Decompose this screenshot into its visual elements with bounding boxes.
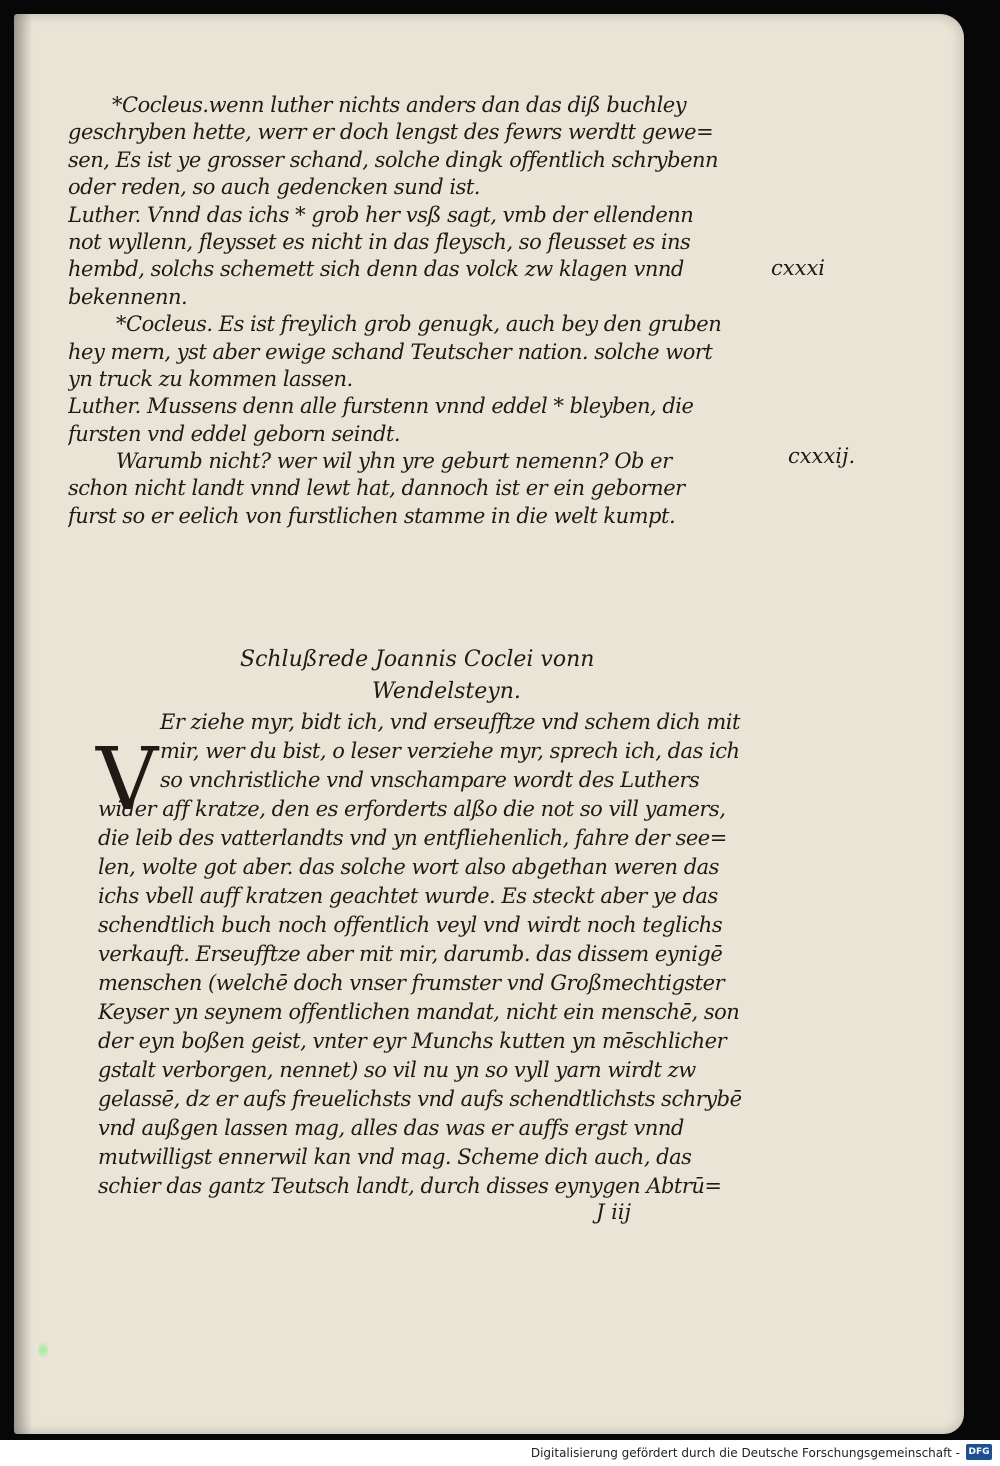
text-line: fursten vnd eddel geborn seindt. [68,421,401,446]
text-line: geschryben hette, werr er doch lengst des fewrs werdtt gewe= [68,120,714,145]
main-text-block [98,708,788,1201]
text-line: hey mern, yst aber ewige schand Teutscher nation. solche wort [68,339,713,364]
text-line: menschen (welchē doch vnser frumster vnd Großmechtigster [98,971,725,995]
text-line: oder reden, so auch gedencken sund ist. [68,175,480,200]
heading-line: Wendelsteyn. [372,679,521,704]
text-line: hembd, solchs schemett sich denn das volck zw klagen vnnd [68,257,684,282]
top-text-block [68,92,788,530]
heading-line: Schlußrede Joannis Coclei vonn [240,647,595,672]
text-line: Er ziehe myr, bidt ich, vnd erseufftze vnd schem dich mit [160,710,740,734]
text-line: *Cocleus. Es ist freylich grob genugk, auch bey den gruben [116,312,722,337]
text-line: mutwilligst ennerwil kan vnd mag. Scheme dich auch, das [98,1145,692,1169]
dfg-logo-icon: DFG [966,1444,992,1460]
page-gutter-shadow [14,14,32,1434]
text-line: gelassē, dz er aufs freuelichsts vnd aufs schendtlichsts schrybē [98,1087,742,1111]
text-line: der eyn boßen geist, vnter eyr Munchs kutten yn mēschlicher [98,1029,727,1053]
scan-artifact-spot [38,1342,48,1358]
text-line: wider aff kratze, den es erforderts alßo die not so vill yamers, [98,797,726,821]
drop-cap-initial: V [96,730,159,830]
margin-note: cxxxij. [788,444,856,468]
text-line: schendtlich buch noch offentlich veyl vnd wirdt noch teglichs [98,913,723,937]
text-line: verkauft. Erseufftze aber mit mir, darumb. das dissem eynigē [98,942,723,966]
text-line: schier das gantz Teutsch landt, durch disses eynygen Abtrū= [98,1174,722,1198]
text-line: bekennenn. [68,284,188,309]
text-line: so vnchristliche vnd vnschampare wordt des Luthers [160,768,700,792]
margin-note: cxxxi [771,256,826,280]
text-line: schon nicht landt vnnd lewt hat, dannoch ist er ein geborner [68,476,685,501]
text-line: mir, wer du bist, o leser verziehe myr, sprech ich, das ich [160,739,740,763]
text-line: len, wolte got aber. das solche wort also abgethan weren das [98,855,719,879]
text-line: yn truck zu kommen lassen. [68,366,353,391]
text-line: gstalt verborgen, nennet) so vil nu yn so vyll yarn wirdt zw [98,1058,696,1082]
text-line: not wyllenn, fleysset es nicht in das fleysch, so fleusset es ins [68,229,691,254]
text-line: ichs vbell auff kratzen geachtet wurde. Es steckt aber ye das [98,884,718,908]
text-line: Luther. Vnnd das ichs * grob her vsß sagt, vmb der ellendenn [68,202,694,227]
text-line: die leib des vatterlandts vnd yn entfliehenlich, fahre der see= [98,826,727,850]
text-line: furst so er eelich von furstlichen stamme in die welt kumpt. [68,503,676,528]
section-heading [240,644,660,708]
text-line: sen, Es ist ye grosser schand, solche dingk offentlich schrybenn [68,147,719,172]
funding-credit: Digitalisierung gefördert durch die Deutsche Forschungsgemeinschaft - [530,1446,960,1460]
signature-mark: J iij [596,1200,632,1224]
text-line: *Cocleus.wenn luther nichts anders dan das diß buchley [112,93,687,117]
text-line: Luther. Mussens denn alle furstenn vnnd eddel * bleyben, die [68,394,694,419]
footer-bar [0,1440,1000,1466]
text-line: Keyser yn seynem offentlichen mandat, nicht ein menschē, son [98,1000,740,1024]
text-line: Warumb nicht? wer wil yhn yre geburt nemenn? Ob er [116,449,672,474]
text-line: vnd außgen lassen mag, alles das was er auffs ergst vnnd [98,1116,684,1140]
